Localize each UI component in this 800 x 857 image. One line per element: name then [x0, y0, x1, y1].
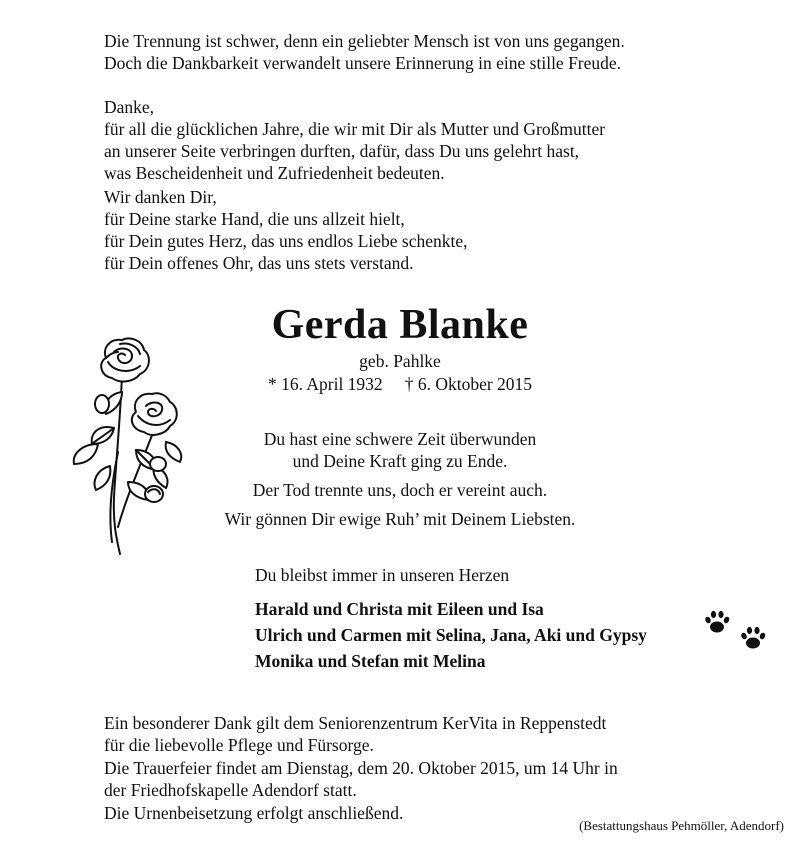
gratitude-line: für Dein gutes Herz, das uns endlos Liebe schenkte,: [104, 231, 468, 251]
maiden-name: geb. Pahlke: [359, 351, 441, 371]
gratitude-paragraph: [104, 186, 468, 274]
poem-line: Der Tod trennte uns, doch er vereint auch.: [252, 480, 548, 500]
gratitude-line: für Deine starke Hand, die uns allzeit hielt,: [104, 209, 405, 229]
poem: [200, 428, 600, 530]
intro-text: [104, 30, 625, 74]
funeral-service-line: Die Trauerfeier findet am Dienstag, dem 20. Oktober 2015, um 14 Uhr in: [104, 758, 618, 778]
poem-line: Wir gönnen Dir ewige Ruh’ mit Deinem Liebsten.: [224, 509, 576, 529]
remembrance-line: Du bleibst immer in unseren Herzen: [255, 565, 510, 585]
thanks-care-line: für die liebevolle Pflege und Fürsorge.: [104, 735, 374, 755]
funeral-home-credit: (Bestattungshaus Pehmöller, Adendorf): [579, 818, 784, 833]
intro-line: Die Trennung ist schwer, denn ein geliebter Mensch ist von uns gegangen.: [104, 31, 625, 51]
mourners-list: [255, 596, 647, 674]
thanks-paragraph: [104, 96, 605, 184]
gratitude-line: für Dein offenes Ohr, das uns stets verstand.: [104, 253, 414, 273]
gratitude-line: Wir danken Dir,: [104, 187, 217, 207]
urn-burial-line: Die Urnenbeisetzung erfolgt anschließend.: [104, 803, 404, 823]
funeral-service-line: der Friedhofskapelle Adendorf statt.: [104, 780, 357, 800]
poem-line: und Deine Kraft ging zu Ende.: [292, 451, 508, 471]
mourner-family: Ulrich und Carmen mit Selina, Jana, Aki und Gypsy: [255, 625, 647, 645]
closing-notes: [104, 712, 618, 824]
paw-prints-icon: [700, 605, 772, 651]
birth-date: * 16. April 1932: [267, 374, 383, 394]
thanks-line: Danke,: [104, 97, 155, 117]
thanks-line: an unserer Seite verbringen durften, dafür, dass Du uns gelehrt hast,: [104, 141, 580, 161]
death-date: † 6. Oktober 2015: [404, 374, 533, 394]
mourner-family: Harald und Christa mit Eileen und Isa: [255, 599, 544, 619]
poem-line: Du hast eine schwere Zeit überwunden: [263, 429, 537, 449]
mourner-family: Monika und Stefan mit Melina: [255, 651, 486, 671]
intro-line: Doch die Dankbarkeit verwandelt unsere Erinnerung in eine stille Freude.: [104, 53, 622, 73]
thanks-line: was Bescheidenheit und Zufriedenheit bedeuten.: [104, 163, 445, 183]
deceased-name: Gerda Blanke: [271, 302, 529, 348]
thanks-line: für all die glücklichen Jahre, die wir mit Dir als Mutter und Großmutter: [104, 119, 606, 139]
life-dates: [0, 373, 800, 395]
thanks-care-line: Ein besonderer Dank gilt dem Seniorenzentrum KerVita in Reppenstedt: [104, 713, 607, 733]
